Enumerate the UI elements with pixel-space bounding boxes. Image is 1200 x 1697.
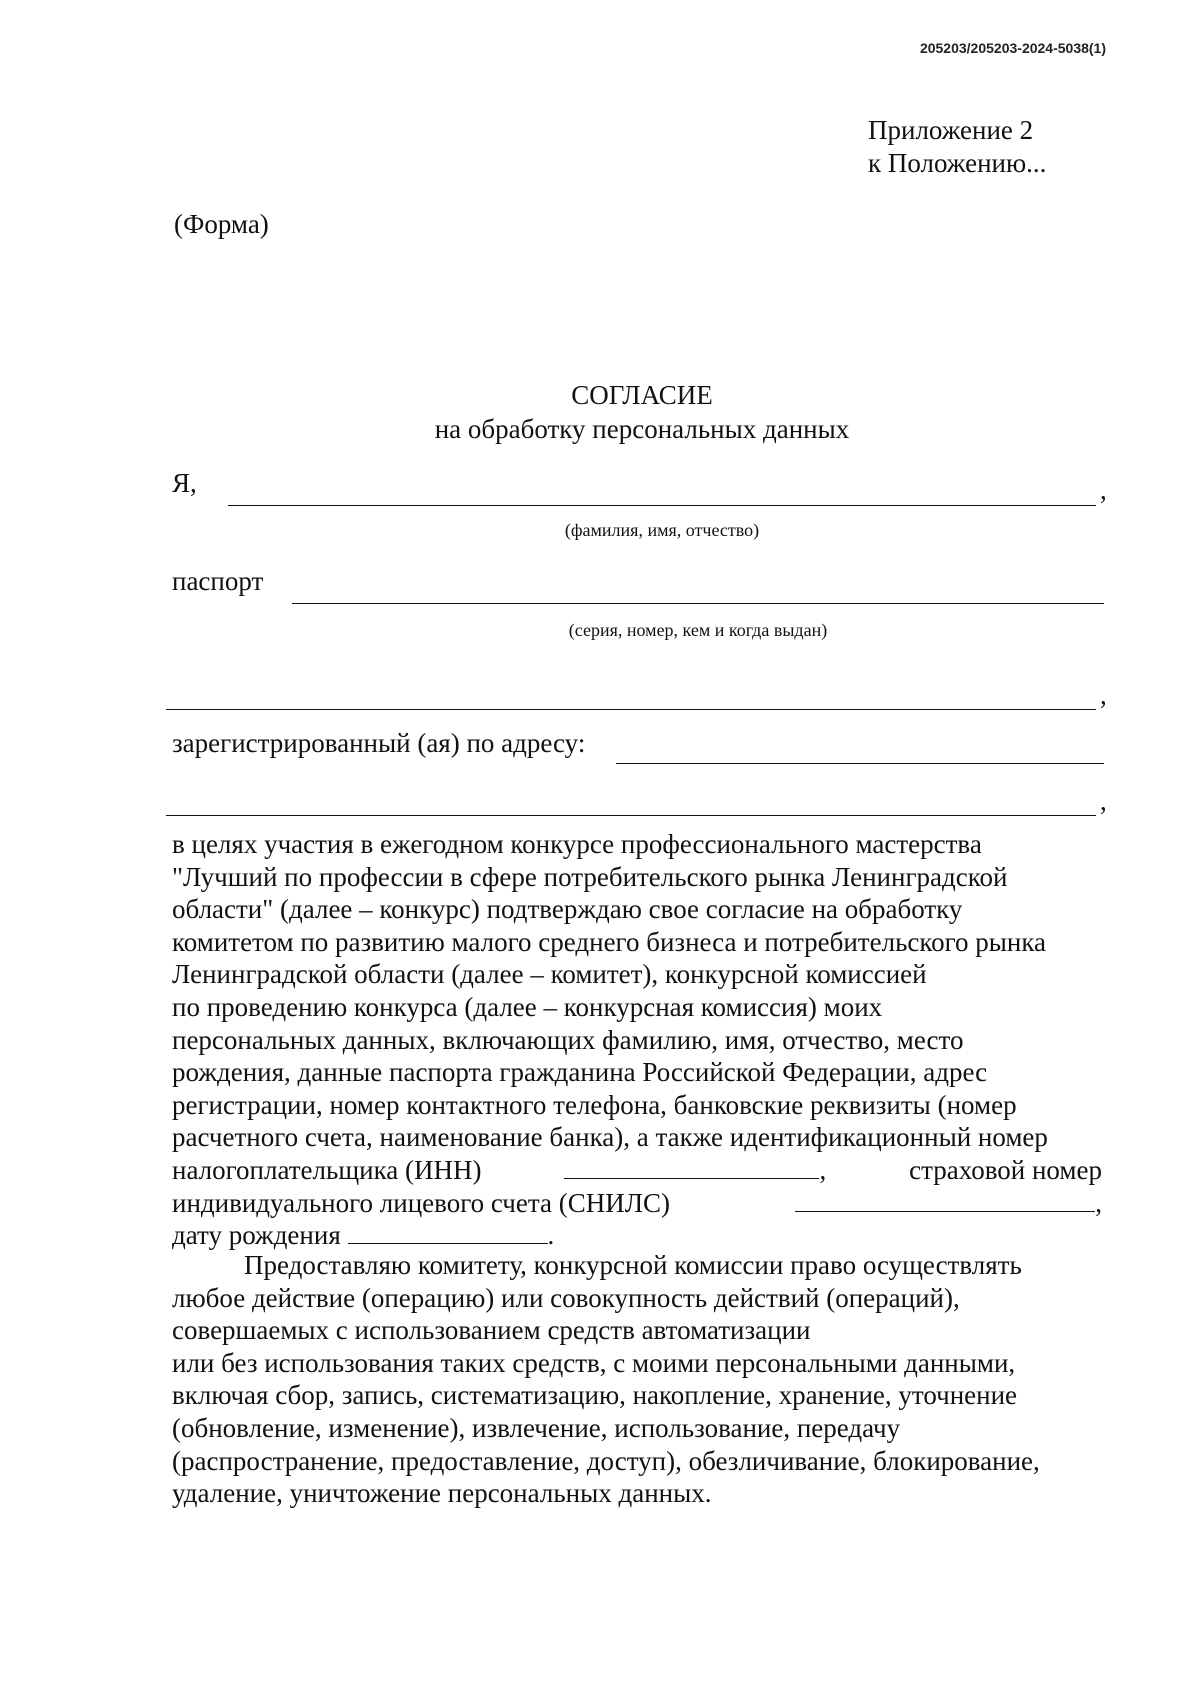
fio-comma: , [1100, 475, 1107, 505]
paragraph-line: расчетного счета, наименование банка), а также идентификационный номер [172, 1122, 1048, 1153]
passport-input-line[interactable] [292, 603, 1104, 604]
snils-input-line[interactable] [795, 1189, 1095, 1212]
paragraph-line: (распространение, предоставление, доступ), обезличивание, блокирование, [172, 1445, 1040, 1476]
inn-field [564, 1154, 826, 1187]
document-title: СОГЛАСИЕ [571, 380, 713, 410]
address-input-line[interactable] [616, 763, 1104, 764]
snils-comma: , [1095, 1187, 1102, 1218]
paragraph-line: Предоставляю комитету, конкурсной комиссии право осуществлять [244, 1250, 1022, 1280]
paragraph-line: рождения, данные паспорта гражданина Российской Федерации, адрес [172, 1057, 988, 1088]
fio-hint: (фамилия, имя, отчество) [564, 520, 760, 540]
document-subtitle: на обработку персональных данных [434, 414, 850, 444]
inn-row [172, 1154, 1102, 1187]
inn-input-line[interactable] [564, 1156, 819, 1179]
paragraph-line: "Лучший по профессии в сфере потребительского рынка Ленинградской [172, 861, 1008, 892]
form-label: (Форма) [174, 209, 269, 239]
paragraph-line: (обновление, изменение), извлечение, использование, передачу [172, 1412, 901, 1443]
paragraph-line: включая сбор, запись, систематизацию, накопление, хранение, уточнение [172, 1380, 1018, 1411]
paragraph-line: в целях участия в ежегодном конкурсе профессионального мастерства [172, 829, 982, 859]
paragraph-line: регистрации, номер контактного телефона, банковские реквизиты (номер [172, 1089, 1017, 1120]
paragraph-line: комитетом по развитию малого среднего бизнеса и потребительского рынка [172, 926, 1047, 957]
paragraph-line: Ленинградской области (далее – комитет), конкурсной комиссией [172, 959, 927, 990]
birthdate-period: . [547, 1220, 555, 1251]
birthdate-input-line[interactable] [348, 1221, 548, 1244]
consent-paragraph-actions [172, 1249, 1102, 1510]
snils-prefix: страховой номер [909, 1154, 1102, 1185]
paragraph-line: или без использования таких средств, с моими персональными данными, [172, 1347, 1016, 1378]
inn-comma: , [819, 1154, 827, 1185]
address-comma: , [1100, 786, 1107, 816]
paragraph-line: по проведению конкурса (далее – конкурсная комиссия) моих [172, 991, 883, 1022]
passport-comma: , [1100, 680, 1107, 710]
consent-paragraph-purpose [172, 828, 1102, 1252]
passport-label: паспорт [172, 566, 264, 596]
snils-label: индивидуального лицевого счета (СНИЛС) [172, 1187, 671, 1218]
birthdate-row [172, 1219, 1102, 1252]
address-continuation-line[interactable] [166, 815, 1096, 816]
birthdate-label: дату рождения [172, 1220, 341, 1251]
appendix-line-2: к Положению... [868, 148, 1047, 178]
paragraph-line: любое действие (операцию) или совокупность действий (операций), [172, 1282, 960, 1313]
snils-row [172, 1187, 1102, 1220]
paragraph-line: совершаемых с использованием средств автоматизации [172, 1315, 811, 1346]
ya-label: Я, [172, 468, 197, 498]
fio-input-line[interactable] [228, 505, 1096, 506]
passport-hint: (серия, номер, кем и когда выдан) [568, 620, 828, 640]
paragraph-line: удаление, уничтожение персональных данных. [172, 1478, 712, 1509]
snils-field [795, 1187, 1102, 1220]
paragraph-line: персональных данных, включающих фамилию, имя, отчество, место [172, 1024, 964, 1055]
paragraph-line: области" (далее – конкурс) подтверждаю свое согласие на обработку [172, 894, 963, 925]
appendix-line-1: Приложение 2 [868, 115, 1034, 145]
passport-continuation-line[interactable] [166, 709, 1096, 710]
inn-label: налогоплательщика (ИНН) [172, 1154, 482, 1185]
document-number: 205203/205203-2024-5038(1) [919, 40, 1106, 56]
address-label: зарегистрированный (ая) по адресу: [172, 728, 586, 758]
appendix-note [868, 114, 1046, 180]
